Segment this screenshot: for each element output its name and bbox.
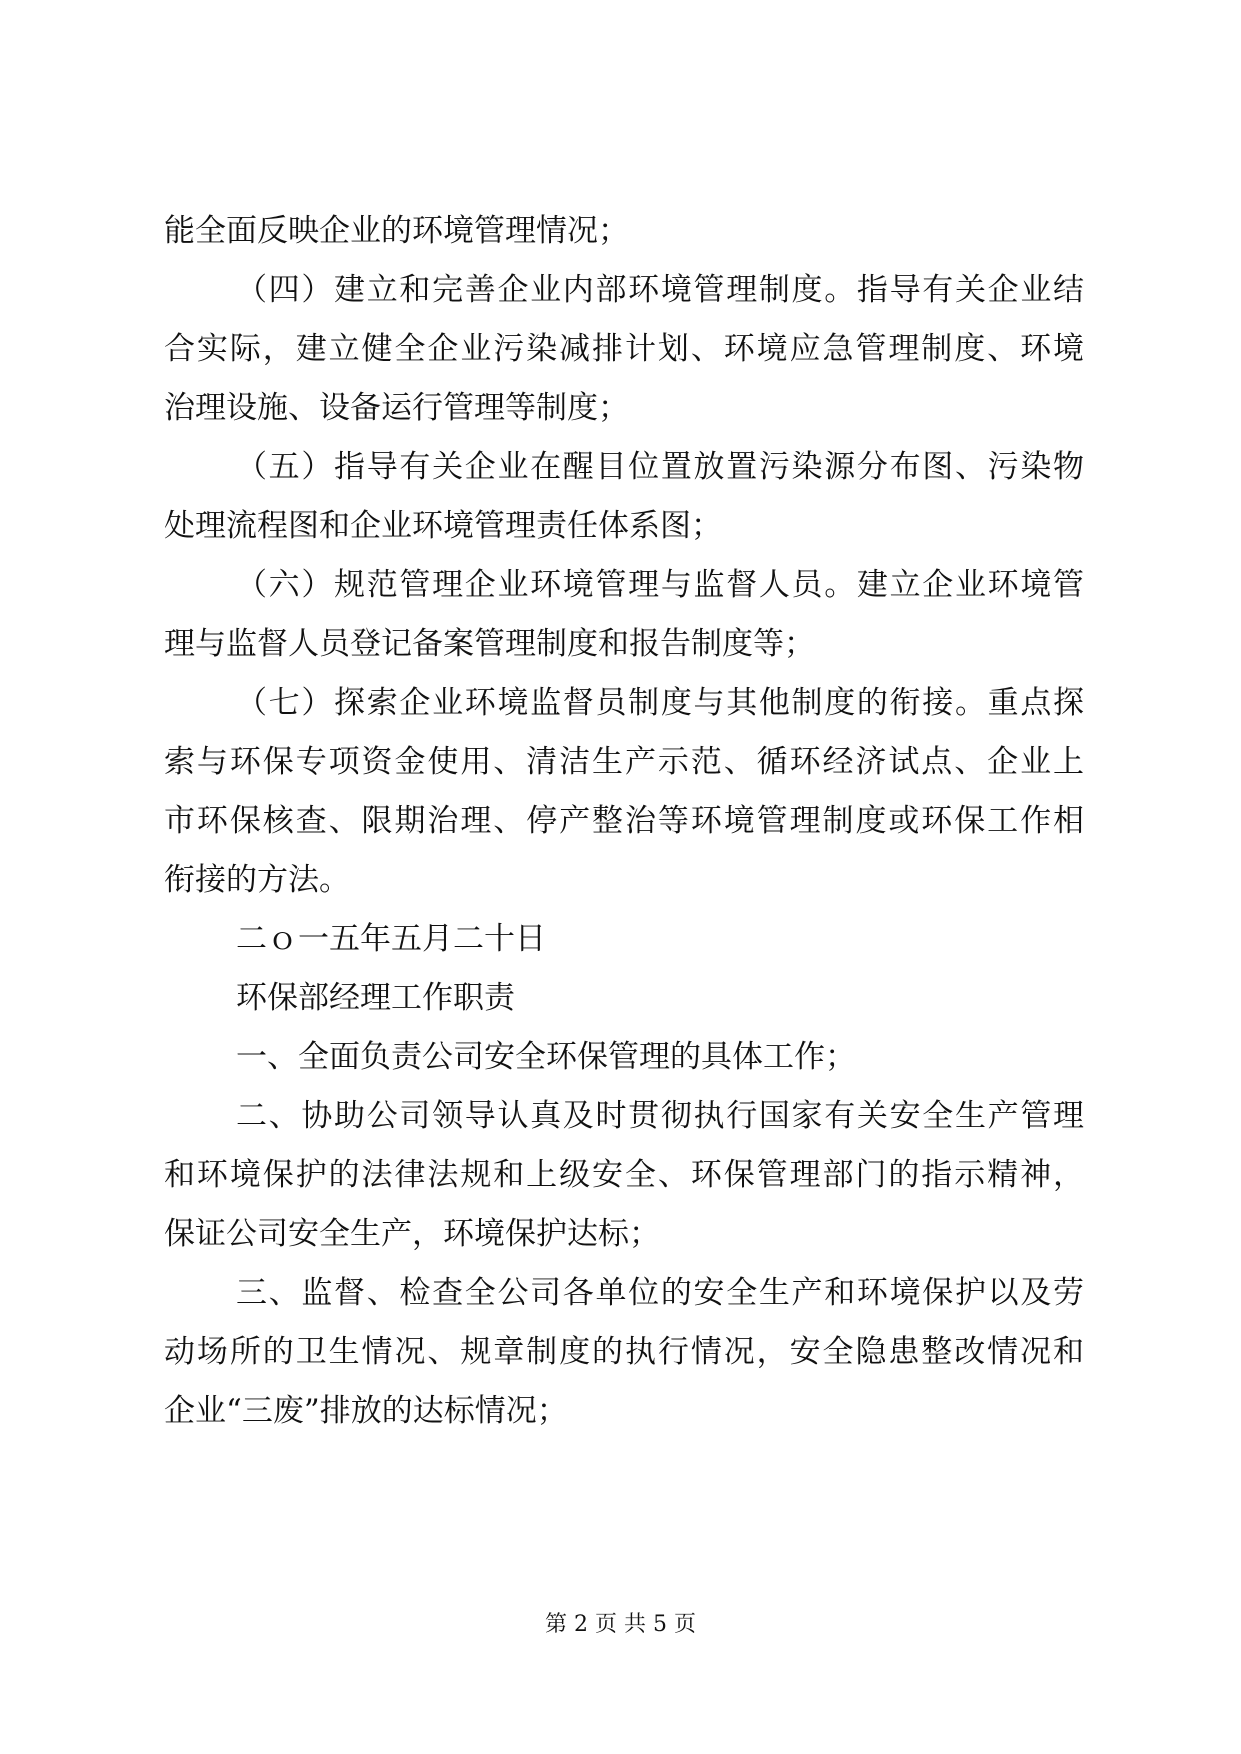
text-line: （五）指导有关企业在醒目位置放置污染源分布图、污染物 (236, 449, 1084, 485)
text-line: 治理设施、设备运行管理等制度； (164, 390, 629, 426)
text-line: （六）规范管理企业环境管理与监督人员。建立企业环境管 (236, 567, 1084, 603)
text-line: 能全面反映企业的环境管理情况； (164, 213, 629, 249)
text-line: （七）探索企业环境监督员制度与其他制度的衔接。重点探 (236, 685, 1084, 721)
date-line: 二ｏ一五年五月二十日 (236, 921, 546, 957)
text-line: 三、监督、检查全公司各单位的安全生产和环境保护以及劳 (236, 1275, 1084, 1311)
text-line: 企业“三废”排放的达标情况； (164, 1393, 568, 1429)
text-line: 和环境保护的法律法规和上级安全、环保管理部门的指示精神， (164, 1157, 1084, 1193)
text-line: 一、全面负责公司安全环保管理的具体工作； (236, 1039, 856, 1075)
text-line: 市环保核查、限期治理、停产整治等环境管理制度或环保工作相 (164, 803, 1084, 839)
text-line: 处理流程图和企业环境管理责任体系图； (164, 508, 722, 544)
section-title: 环保部经理工作职责 (236, 980, 515, 1016)
page-number-footer: 第 2 页 共 5 页 (545, 1612, 696, 1637)
text-line: 动场所的卫生情况、规章制度的执行情况，安全隐患整改情况和 (164, 1334, 1084, 1370)
text-line: 理与监督人员登记备案管理制度和报告制度等； (164, 626, 815, 662)
text-line: 保证公司安全生产，环境保护达标； (164, 1216, 660, 1252)
text-line: 衔接的方法。 (164, 862, 350, 898)
text-line: 二、协助公司领导认真及时贯彻执行国家有关安全生产管理 (236, 1098, 1084, 1134)
text-line: 索与环保专项资金使用、清洁生产示范、循环经济试点、企业上 (164, 744, 1084, 780)
text-line: （四）建立和完善企业内部环境管理制度。指导有关企业结 (236, 272, 1084, 308)
text-line: 合实际，建立健全企业污染减排计划、环境应急管理制度、环境 (164, 331, 1084, 367)
